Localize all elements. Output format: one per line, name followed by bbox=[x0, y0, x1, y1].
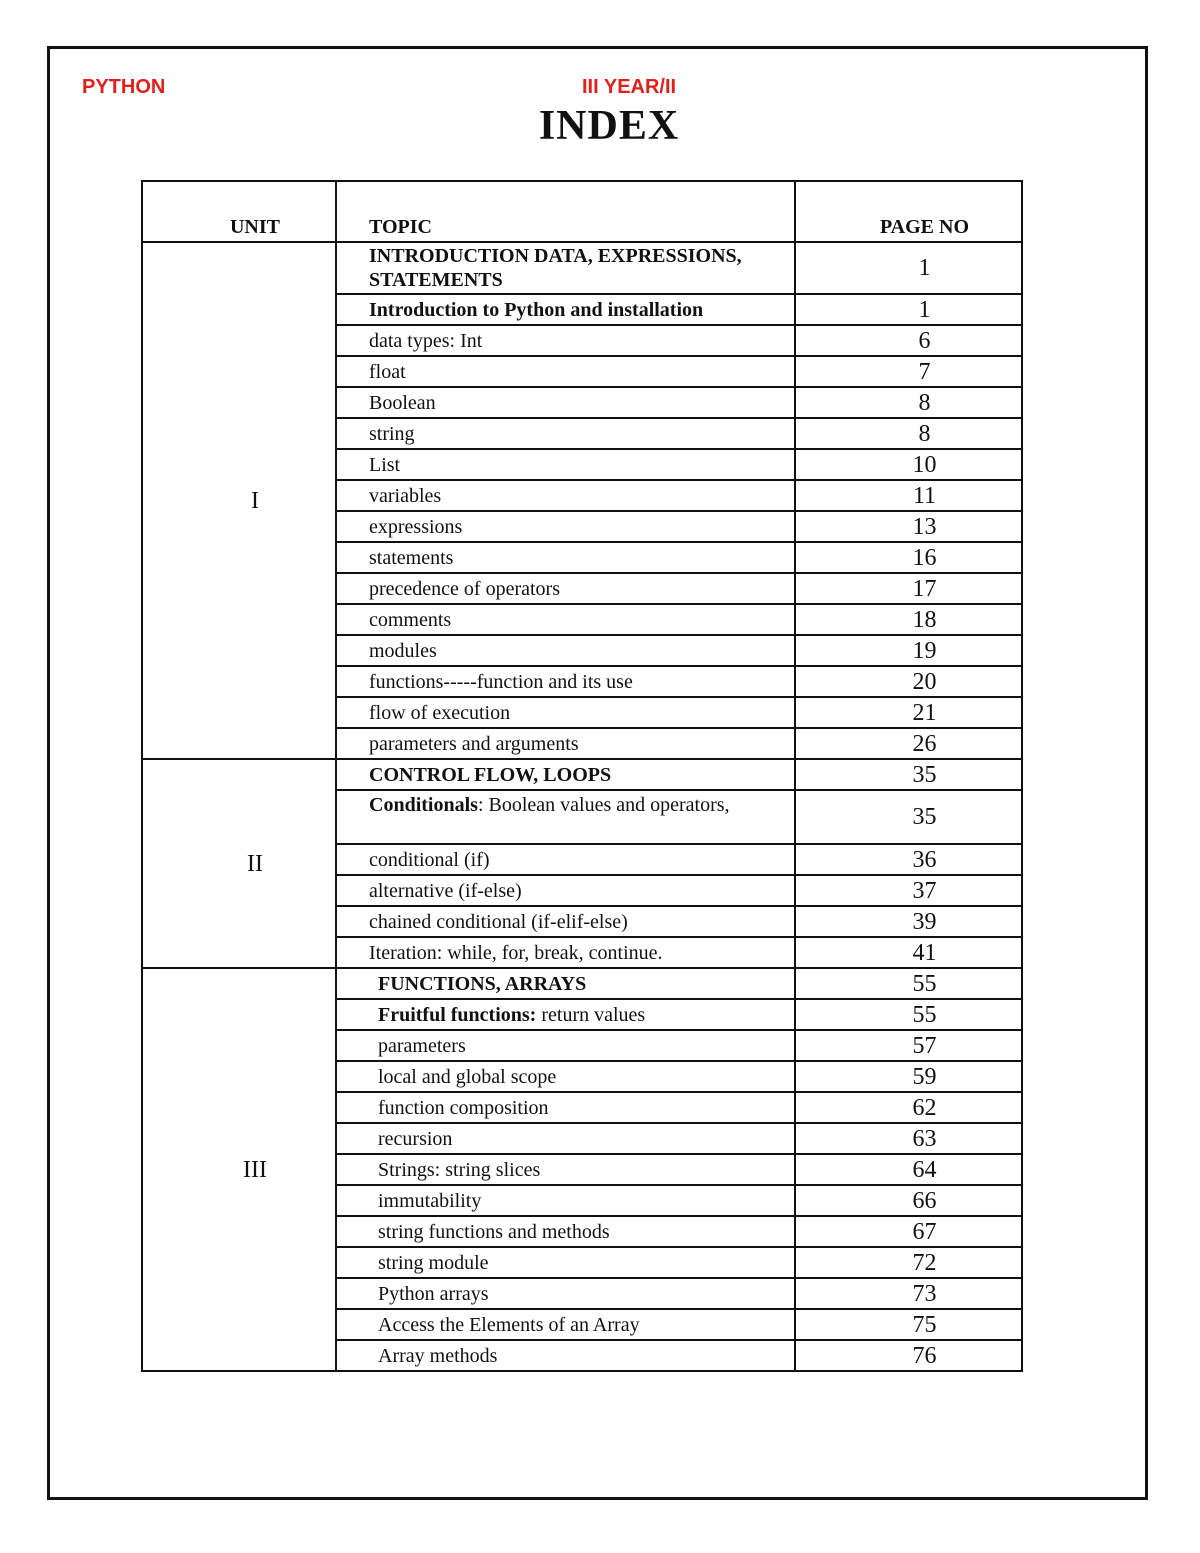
page-cell: 35 bbox=[795, 790, 1022, 844]
topic-cell: modules bbox=[336, 635, 795, 666]
topic-cell: List bbox=[336, 449, 795, 480]
topic-cell: Iteration: while, for, break, continue. bbox=[336, 937, 795, 968]
page-cell: 36 bbox=[795, 844, 1022, 875]
unit-cell: II bbox=[142, 759, 336, 968]
page-cell: 55 bbox=[795, 999, 1022, 1030]
topic-cell: recursion bbox=[336, 1123, 795, 1154]
topic-cell: float bbox=[336, 356, 795, 387]
topic-cell: string functions and methods bbox=[336, 1216, 795, 1247]
page-cell: 21 bbox=[795, 697, 1022, 728]
page-cell: 62 bbox=[795, 1092, 1022, 1123]
topic-cell: chained conditional (if-elif-else) bbox=[336, 906, 795, 937]
topic-bold-part: Conditionals bbox=[369, 794, 478, 816]
topic-cell: Boolean bbox=[336, 387, 795, 418]
table-header-row bbox=[142, 181, 1022, 242]
topic-cell: function composition bbox=[336, 1092, 795, 1123]
page-cell: 64 bbox=[795, 1154, 1022, 1185]
page-cell: 73 bbox=[795, 1278, 1022, 1309]
page-cell: 76 bbox=[795, 1340, 1022, 1371]
topic-cell: immutability bbox=[336, 1185, 795, 1216]
page-cell: 55 bbox=[795, 968, 1022, 999]
page-cell: 16 bbox=[795, 542, 1022, 573]
topic-cell: string module bbox=[336, 1247, 795, 1278]
topic-cell: statements bbox=[336, 542, 795, 573]
page-cell: 35 bbox=[795, 759, 1022, 790]
page-cell: 1 bbox=[795, 242, 1022, 294]
table-row bbox=[142, 242, 1022, 294]
topic-cell bbox=[336, 999, 795, 1030]
topic-cell: functions-----function and its use bbox=[336, 666, 795, 697]
table-row bbox=[142, 968, 1022, 999]
page-cell: 41 bbox=[795, 937, 1022, 968]
page-cell: 37 bbox=[795, 875, 1022, 906]
year-label: III YEAR/II bbox=[582, 76, 677, 98]
page-cell: 66 bbox=[795, 1185, 1022, 1216]
column-header-topic: TOPIC bbox=[336, 181, 795, 242]
page-cell: 57 bbox=[795, 1030, 1022, 1061]
topic-regular-part: return values bbox=[536, 1003, 646, 1026]
table-row bbox=[142, 759, 1022, 790]
column-header-unit: UNIT bbox=[142, 181, 336, 242]
topic-cell: CONTROL FLOW, LOOPS bbox=[336, 759, 795, 790]
topic-cell: alternative (if-else) bbox=[336, 875, 795, 906]
page-cell: 67 bbox=[795, 1216, 1022, 1247]
page-cell: 8 bbox=[795, 418, 1022, 449]
topic-cell: parameters and arguments bbox=[336, 728, 795, 759]
unit-cell: III bbox=[142, 968, 336, 1371]
page-cell: 26 bbox=[795, 728, 1022, 759]
page-cell: 63 bbox=[795, 1123, 1022, 1154]
page-cell: 8 bbox=[795, 387, 1022, 418]
column-header-page: PAGE NO bbox=[795, 181, 1022, 242]
page-cell: 18 bbox=[795, 604, 1022, 635]
page-cell: 75 bbox=[795, 1309, 1022, 1340]
page-title: INDEX bbox=[538, 103, 680, 149]
page-cell: 59 bbox=[795, 1061, 1022, 1092]
topic-bold-part: Fruitful functions: bbox=[378, 1003, 537, 1026]
page-cell: 1 bbox=[795, 294, 1022, 325]
topic-cell: variables bbox=[336, 480, 795, 511]
topic-cell: conditional (if) bbox=[336, 844, 795, 875]
topic-cell: Access the Elements of an Array bbox=[336, 1309, 795, 1340]
page-cell: 39 bbox=[795, 906, 1022, 937]
topic-cell: parameters bbox=[336, 1030, 795, 1061]
unit-cell: I bbox=[142, 242, 336, 759]
subject-label: PYTHON bbox=[82, 76, 166, 98]
page-cell: 19 bbox=[795, 635, 1022, 666]
topic-cell: comments bbox=[336, 604, 795, 635]
topic-cell: data types: Int bbox=[336, 325, 795, 356]
topic-cell: Introduction to Python and installation bbox=[336, 294, 795, 325]
topic-cell: precedence of operators bbox=[336, 573, 795, 604]
topic-cell: Strings: string slices bbox=[336, 1154, 795, 1185]
topic-cell: flow of execution bbox=[336, 697, 795, 728]
topic-cell: Array methods bbox=[336, 1340, 795, 1371]
topic-cell: FUNCTIONS, ARRAYS bbox=[336, 968, 795, 999]
page-cell: 6 bbox=[795, 325, 1022, 356]
index-table bbox=[141, 180, 1023, 1372]
topic-cell bbox=[336, 790, 795, 844]
topic-cell: Python arrays bbox=[336, 1278, 795, 1309]
topic-cell: local and global scope bbox=[336, 1061, 795, 1092]
page-cell: 10 bbox=[795, 449, 1022, 480]
topic-regular-part: : Boolean values and operators, bbox=[477, 794, 730, 816]
page-cell: 7 bbox=[795, 356, 1022, 387]
page-cell: 17 bbox=[795, 573, 1022, 604]
page-cell: 72 bbox=[795, 1247, 1022, 1278]
topic-cell: expressions bbox=[336, 511, 795, 542]
page-cell: 20 bbox=[795, 666, 1022, 697]
page-cell: 11 bbox=[795, 480, 1022, 511]
topic-cell: string bbox=[336, 418, 795, 449]
page-cell: 13 bbox=[795, 511, 1022, 542]
topic-cell: INTRODUCTION DATA, EXPRESSIONS, STATEMENTS bbox=[336, 242, 795, 294]
